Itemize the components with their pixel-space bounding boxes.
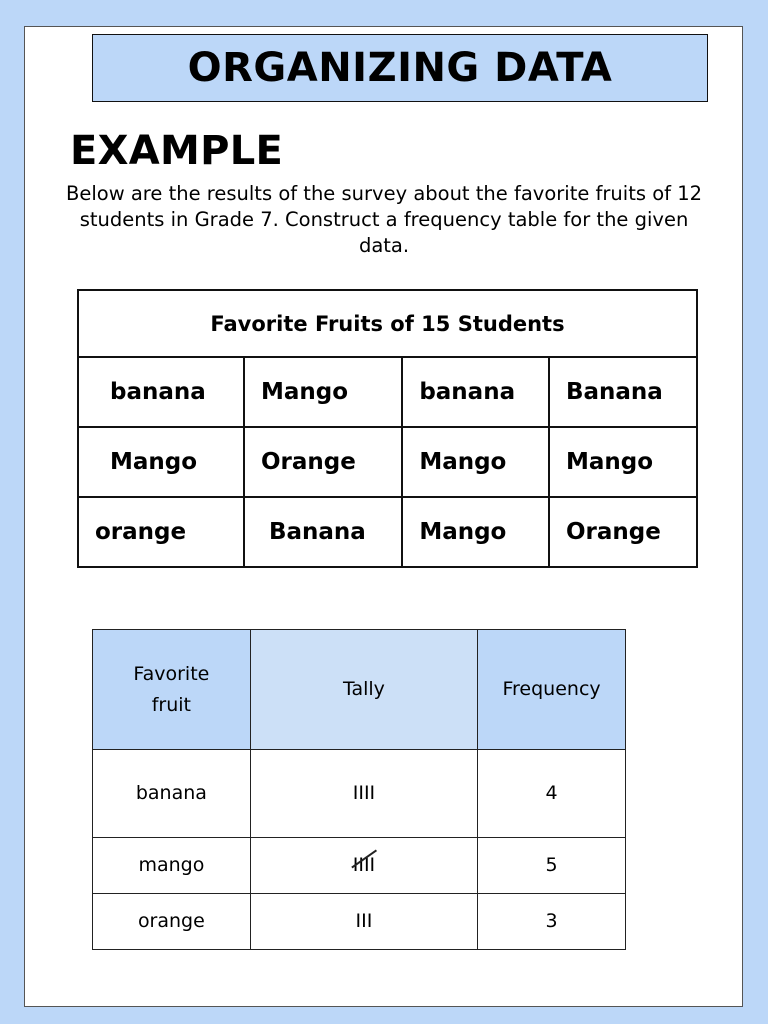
- survey-row: [78, 357, 697, 427]
- survey-table-title: Favorite Fruits of 15 Students: [78, 290, 697, 357]
- survey-cell: Mango: [402, 427, 549, 497]
- survey-cell: Orange: [549, 497, 697, 567]
- survey-cell: Mango: [549, 427, 697, 497]
- survey-cell: orange: [78, 497, 244, 567]
- tally-group-five: [353, 850, 375, 881]
- frequency-table: [92, 629, 626, 950]
- frequency-cell: 5: [478, 838, 626, 894]
- fruit-cell: banana: [93, 750, 251, 838]
- header-frequency: Frequency: [478, 630, 626, 750]
- problem-text: Below are the results of the survey about the favorite fruits of 12 students in Grade 7. Construct a frequency table for the given data.: [65, 182, 703, 257]
- frequency-row: [93, 750, 626, 838]
- section-heading: EXAMPLE: [70, 128, 284, 174]
- survey-row: [78, 427, 697, 497]
- tally-cell: III: [250, 894, 477, 950]
- frequency-header-row: [93, 630, 626, 750]
- frequency-row: [93, 894, 626, 950]
- header-favorite-fruit-label: Favorite fruit: [133, 662, 210, 716]
- frequency-row: [93, 838, 626, 894]
- survey-cell: Mango: [402, 497, 549, 567]
- header-favorite-fruit: [93, 630, 251, 750]
- survey-cell: banana: [402, 357, 549, 427]
- survey-cell: Mango: [244, 357, 402, 427]
- fruit-cell: orange: [93, 894, 251, 950]
- survey-cell: Banana: [244, 497, 402, 567]
- fruit-cell: mango: [93, 838, 251, 894]
- survey-cell: Orange: [244, 427, 402, 497]
- survey-data-table: [77, 289, 698, 568]
- tally-cell: [250, 838, 477, 894]
- survey-cell: banana: [78, 357, 244, 427]
- tally-marks: IIII: [352, 854, 376, 876]
- title-banner: [92, 34, 708, 102]
- header-tally: Tally: [250, 630, 477, 750]
- survey-cell: Mango: [78, 427, 244, 497]
- survey-cell: Banana: [549, 357, 697, 427]
- tally-cell: IIII: [250, 750, 477, 838]
- survey-title-row: [78, 290, 697, 357]
- survey-row: [78, 497, 697, 567]
- frequency-cell: 3: [478, 894, 626, 950]
- frequency-cell: 4: [478, 750, 626, 838]
- page-title: ORGANIZING DATA: [187, 45, 613, 91]
